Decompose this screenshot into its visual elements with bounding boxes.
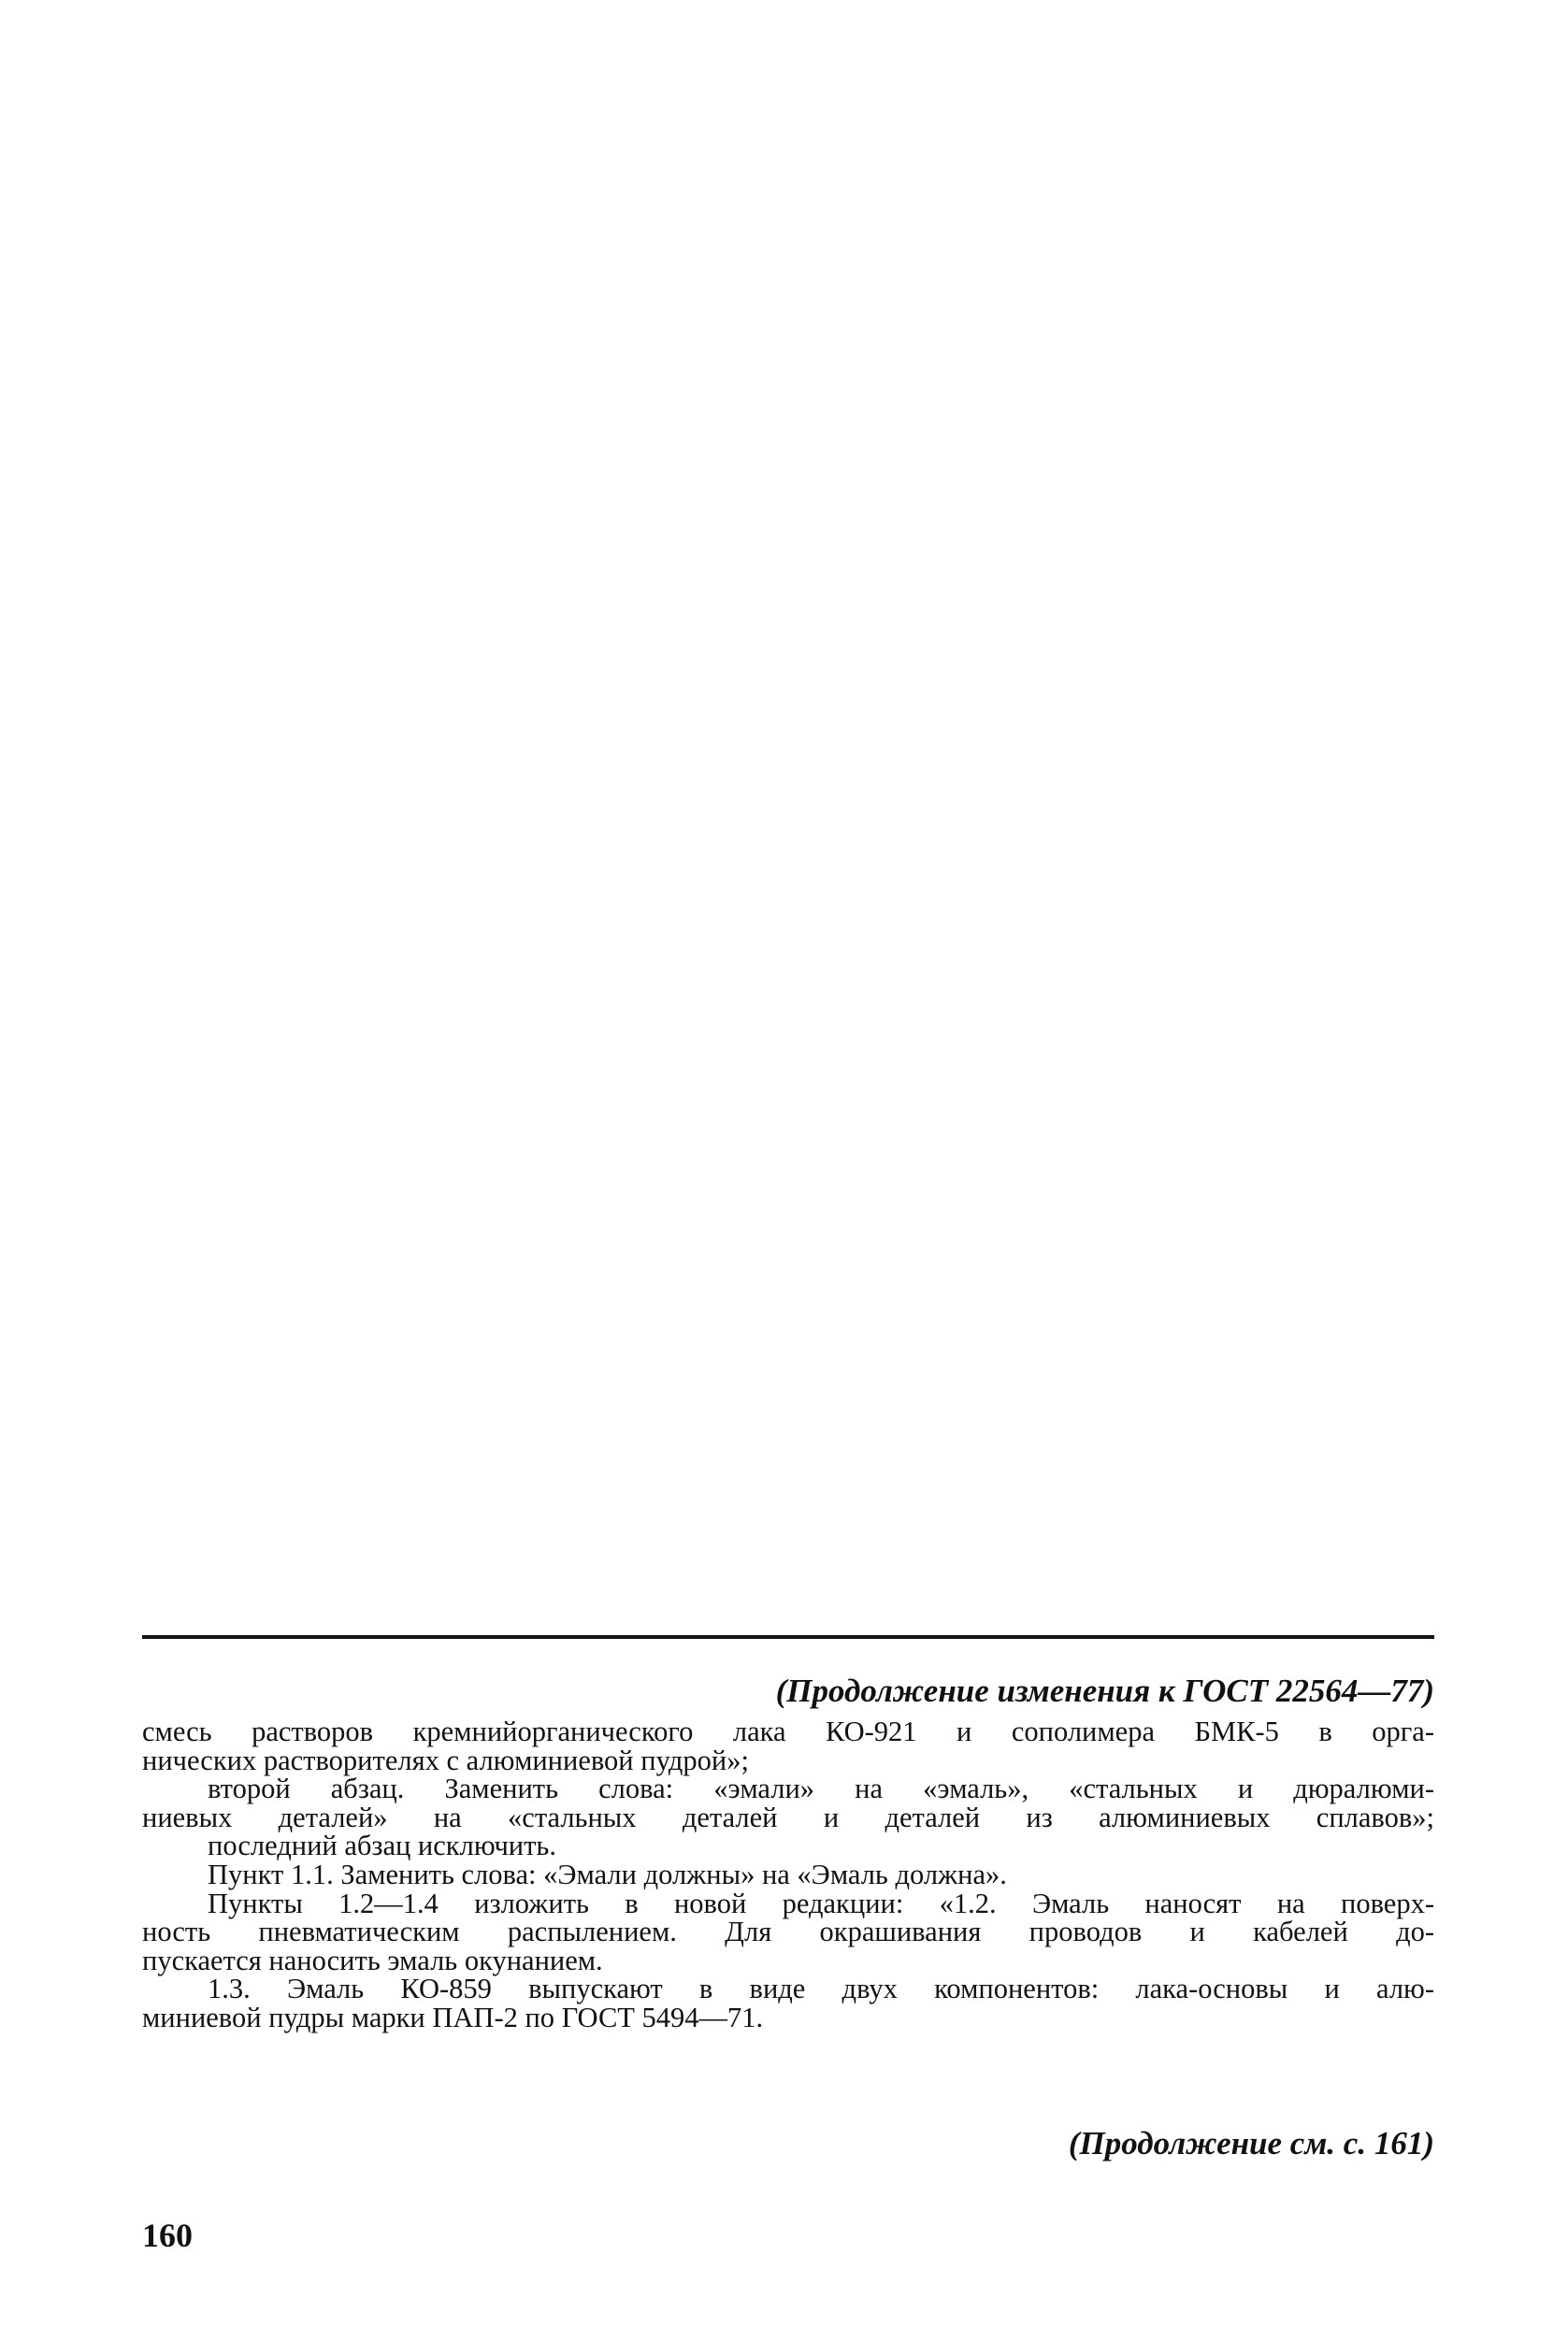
- text-line: 1.3. Эмаль КО-859 выпускают в виде двух компонентов: лака-основы и алю-: [208, 1973, 1434, 2005]
- continuation-header: (Продолжение изменения к ГОСТ 22564—77): [775, 1673, 1434, 1709]
- text-line: ниевых деталей» на «стальных деталей и деталей из алюминиевых сплавов»;: [142, 1801, 1434, 1833]
- text-line: смесь растворов кремнийорганического лака КО-921 и сополимера БМК-5 в орга-: [142, 1716, 1434, 1747]
- text-line: второй абзац. Заменить слова: «эмали» на «эмаль», «стальных и дюралюми-: [208, 1773, 1434, 1805]
- continuation-footer: (Продолжение см. с. 161): [1068, 2125, 1434, 2161]
- text-line: миниевой пудры марки ПАП-2 по ГОСТ 5494—71.: [142, 2001, 764, 2033]
- text-line: Пункты 1.2—1.4 изложить в новой редакции: «1.2. Эмаль наносят на поверх-: [208, 1887, 1434, 1919]
- page-number: 160: [142, 2217, 193, 2254]
- text-line: ность пневматическим распылением. Для окрашивания проводов и кабелей до-: [142, 1916, 1434, 1948]
- text-line: последний абзац исключить.: [208, 1830, 556, 1862]
- text-line: пускается наносить эмаль окунанием.: [142, 1944, 603, 1976]
- text-line: Пункт 1.1. Заменить слова: «Эмали должны» на «Эмаль должна».: [208, 1858, 1007, 1890]
- amendment-text: [142, 1717, 1434, 2032]
- text-line: нических растворителях с алюминиевой пудрой»;: [142, 1744, 749, 1776]
- header-rule: [142, 1635, 1434, 1639]
